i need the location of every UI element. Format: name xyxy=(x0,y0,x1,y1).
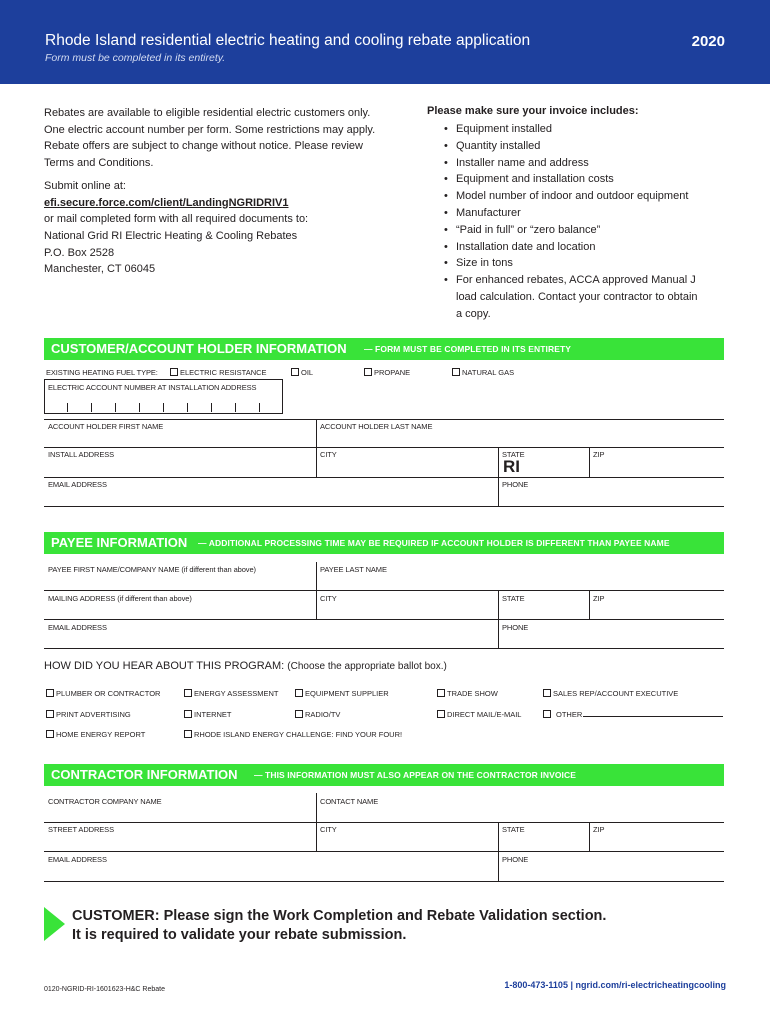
list-item-line: • For enhanced rebates, ACCA approved Manual J xyxy=(456,274,696,287)
field-divider xyxy=(589,822,590,851)
payee-state-field[interactable]: STATE xyxy=(502,594,525,603)
field-divider xyxy=(44,590,724,591)
invoice-title: Please make sure your invoice includes: xyxy=(427,105,639,117)
field-divider xyxy=(498,822,499,881)
digit-divider xyxy=(259,403,260,412)
contractor-section-title: CONTRACTOR INFORMATION xyxy=(51,767,238,782)
digit-divider xyxy=(139,403,140,412)
mailing-address xyxy=(44,228,297,278)
list-item: • Size in tons xyxy=(444,255,698,272)
intro-line: One electric account number per form. Some restrictions may apply. xyxy=(44,123,376,136)
payee-phone-field[interactable]: PHONE xyxy=(502,623,529,632)
intro-text xyxy=(44,105,375,171)
trade-show-checkbox[interactable] xyxy=(437,689,445,697)
customer-section-bar xyxy=(44,338,724,360)
payee-first-name-field[interactable]: PAYEE FIRST NAME/COMPANY NAME (if different than above) xyxy=(48,565,256,574)
other-text-field[interactable] xyxy=(583,716,723,717)
hear-option-label: TRADE SHOW xyxy=(447,689,498,698)
form-title: Rhode Island residential electric heating and cooling rebate application xyxy=(45,32,531,49)
hear-hint-text: (Choose the appropriate ballot box.) xyxy=(287,661,447,672)
form-code: 0120-NGRID-RI-1601623-H&C Rebate xyxy=(44,986,165,993)
fuel-propane-checkbox[interactable] xyxy=(364,368,372,376)
internet-checkbox[interactable] xyxy=(184,710,192,718)
direct-mail-checkbox[interactable] xyxy=(437,710,445,718)
energy-assessment-checkbox[interactable] xyxy=(184,689,192,697)
account-number-label: ELECTRIC ACCOUNT NUMBER AT INSTALLATION ADDRESS xyxy=(48,383,257,392)
contact-name-field[interactable]: CONTACT NAME xyxy=(320,797,379,806)
header-banner xyxy=(0,0,770,84)
payee-zip-field[interactable]: ZIP xyxy=(593,594,605,603)
radio-tv-checkbox[interactable] xyxy=(295,710,303,718)
fuel-option-label: PROPANE xyxy=(374,368,411,377)
hear-option-label: DIRECT MAIL/E-MAIL xyxy=(447,710,522,719)
state-value: RI xyxy=(503,457,520,476)
fuel-option-label: ELECTRIC RESISTANCE xyxy=(180,368,267,377)
print-advertising-checkbox[interactable] xyxy=(46,710,54,718)
hear-option-label: EQUIPMENT SUPPLIER xyxy=(305,689,389,698)
cta-line-2: It is required to validate your rebate submission. xyxy=(72,927,407,943)
fuel-oil-checkbox[interactable] xyxy=(291,368,299,376)
first-name-field[interactable]: ACCOUNT HOLDER FIRST NAME xyxy=(48,422,164,431)
form-subtitle: Form must be completed in its entirety. xyxy=(45,52,226,64)
plumber-checkbox[interactable] xyxy=(46,689,54,697)
zip-field[interactable]: ZIP xyxy=(593,450,605,459)
state-field[interactable]: STATE xyxy=(502,450,525,459)
list-item xyxy=(444,272,698,322)
list-item: • Installer name and address xyxy=(444,155,698,172)
hear-option-label: PRINT ADVERTISING xyxy=(56,710,131,719)
street-address-field[interactable]: STREET ADDRESS xyxy=(48,825,114,834)
digit-divider xyxy=(187,403,188,412)
hear-option-label: INTERNET xyxy=(194,710,232,719)
contractor-company-field[interactable]: CONTRACTOR COMPANY NAME xyxy=(48,797,162,806)
contact-info: 1-800-473-1105 | ngrid.com/ri-electricheatingcooling xyxy=(504,980,726,990)
field-divider xyxy=(44,506,724,507)
home-energy-report-checkbox[interactable] xyxy=(46,730,54,738)
list-item: • Quantity installed xyxy=(444,138,698,155)
list-item: • Installation date and location xyxy=(444,239,698,256)
list-item: • Model number of indoor and outdoor equipment xyxy=(444,188,698,205)
invoice-list xyxy=(444,121,698,323)
list-item: • Equipment and installation costs xyxy=(444,171,698,188)
hear-option-label: RHODE ISLAND ENERGY CHALLENGE: FIND YOUR FOUR! xyxy=(194,730,403,739)
field-divider xyxy=(498,447,499,506)
hear-title-text: HOW DID YOU HEAR ABOUT THIS PROGRAM: xyxy=(44,660,285,672)
digit-divider xyxy=(67,403,68,412)
submit-url-link[interactable]: efi.secure.force.com/client/LandingNGRIDRIV1 xyxy=(44,196,289,209)
equipment-supplier-checkbox[interactable] xyxy=(295,689,303,697)
field-divider xyxy=(44,477,724,478)
intro-line: Terms and Conditions. xyxy=(44,156,154,169)
contractor-city-field[interactable]: CITY xyxy=(320,825,337,834)
payee-email-field[interactable]: EMAIL ADDRESS xyxy=(48,623,107,632)
payee-section-bar xyxy=(44,532,724,554)
digit-divider xyxy=(211,403,212,412)
submit-label: Submit online at: xyxy=(44,180,126,192)
list-item-line: a copy. xyxy=(456,307,491,320)
address-line: Manchester, CT 06045 xyxy=(44,263,156,275)
customer-section-title: CUSTOMER/ACCOUNT HOLDER INFORMATION xyxy=(51,341,347,356)
field-divider xyxy=(44,447,724,448)
city-field[interactable]: CITY xyxy=(320,450,337,459)
field-divider xyxy=(44,419,724,420)
list-item: • “Paid in full” or “zero balance” xyxy=(444,222,698,239)
fuel-gas-checkbox[interactable] xyxy=(452,368,460,376)
list-item: • Manufacturer xyxy=(444,205,698,222)
field-divider xyxy=(44,851,724,852)
fuel-type-label: EXISTING HEATING FUEL TYPE: xyxy=(46,368,158,377)
payee-city-field[interactable]: CITY xyxy=(320,594,337,603)
field-divider xyxy=(316,793,317,851)
intro-line: Rebates are available to eligible residential electric customers only. xyxy=(44,107,371,119)
fuel-option-label: NATURAL GAS xyxy=(462,368,515,377)
install-address-field[interactable]: INSTALL ADDRESS xyxy=(48,450,115,459)
field-divider xyxy=(589,447,590,477)
field-divider xyxy=(589,590,590,619)
field-divider xyxy=(44,619,724,620)
hear-option-label: OTHER xyxy=(556,710,583,719)
payee-section-note: — ADDITIONAL PROCESSING TIME MAY BE REQUIRED IF ACCOUNT HOLDER IS DIFFERENT THAN PAYEE NAME xyxy=(198,538,670,548)
submit-info xyxy=(44,178,308,228)
energy-challenge-checkbox[interactable] xyxy=(184,730,192,738)
payee-last-name-field[interactable]: PAYEE LAST NAME xyxy=(320,565,387,574)
hear-about-title xyxy=(44,660,447,672)
field-divider xyxy=(44,648,724,649)
field-divider xyxy=(44,881,724,882)
contractor-phone-field[interactable]: PHONE xyxy=(502,855,529,864)
intro-line: Rebate offers are subject to change without notice. Please review xyxy=(44,140,363,152)
arrow-icon xyxy=(44,907,65,941)
digit-divider xyxy=(235,403,236,412)
payee-section-title: PAYEE INFORMATION xyxy=(51,535,188,550)
digit-divider xyxy=(115,403,116,412)
phone-field[interactable]: PHONE xyxy=(502,480,529,489)
hear-option-label: ENERGY ASSESSMENT xyxy=(194,689,279,698)
hear-option-label: SALES REP/ACCOUNT EXECUTIVE xyxy=(553,689,679,698)
contractor-section-note: — THIS INFORMATION MUST ALSO APPEAR ON THE CONTRACTOR INVOICE xyxy=(254,770,577,780)
address-line: P.O. Box 2528 xyxy=(44,246,115,259)
contractor-section-bar xyxy=(44,764,724,786)
email-field[interactable]: EMAIL ADDRESS xyxy=(48,480,107,489)
field-divider xyxy=(316,562,317,619)
fuel-option-label: OIL xyxy=(301,368,314,377)
digit-divider xyxy=(91,403,92,412)
customer-section-note: — FORM MUST BE COMPLETED IN ITS ENTIRETY xyxy=(364,344,572,354)
last-name-field[interactable]: ACCOUNT HOLDER LAST NAME xyxy=(320,422,433,431)
hear-option-label: HOME ENERGY REPORT xyxy=(56,730,146,739)
contractor-email-field[interactable]: EMAIL ADDRESS xyxy=(48,855,107,864)
list-item-line: load calculation. Contact your contractor to obtain xyxy=(456,290,698,303)
mailing-address-field[interactable]: MAILING ADDRESS (if different than above) xyxy=(48,594,192,603)
field-divider xyxy=(44,822,724,823)
hear-option-label: RADIO/TV xyxy=(305,710,341,719)
sales-rep-checkbox[interactable] xyxy=(543,689,551,697)
field-divider xyxy=(316,419,317,477)
mail-text: or mail completed form with all required documents to: xyxy=(44,213,309,225)
contractor-zip-field[interactable]: ZIP xyxy=(593,825,605,834)
fuel-electric-checkbox[interactable] xyxy=(170,368,178,376)
list-item: • Equipment installed xyxy=(444,121,698,138)
field-divider xyxy=(498,590,499,648)
digit-divider xyxy=(163,403,164,412)
form-year: 2020 xyxy=(691,33,725,50)
contractor-state-field[interactable]: STATE xyxy=(502,825,525,834)
hear-option-label: PLUMBER OR CONTRACTOR xyxy=(56,689,161,698)
address-line: National Grid RI Electric Heating & Cooling Rebates xyxy=(44,230,298,242)
cta-line-1: CUSTOMER: Please sign the Work Completion and Rebate Validation section. xyxy=(72,908,607,924)
other-checkbox[interactable] xyxy=(543,710,551,718)
